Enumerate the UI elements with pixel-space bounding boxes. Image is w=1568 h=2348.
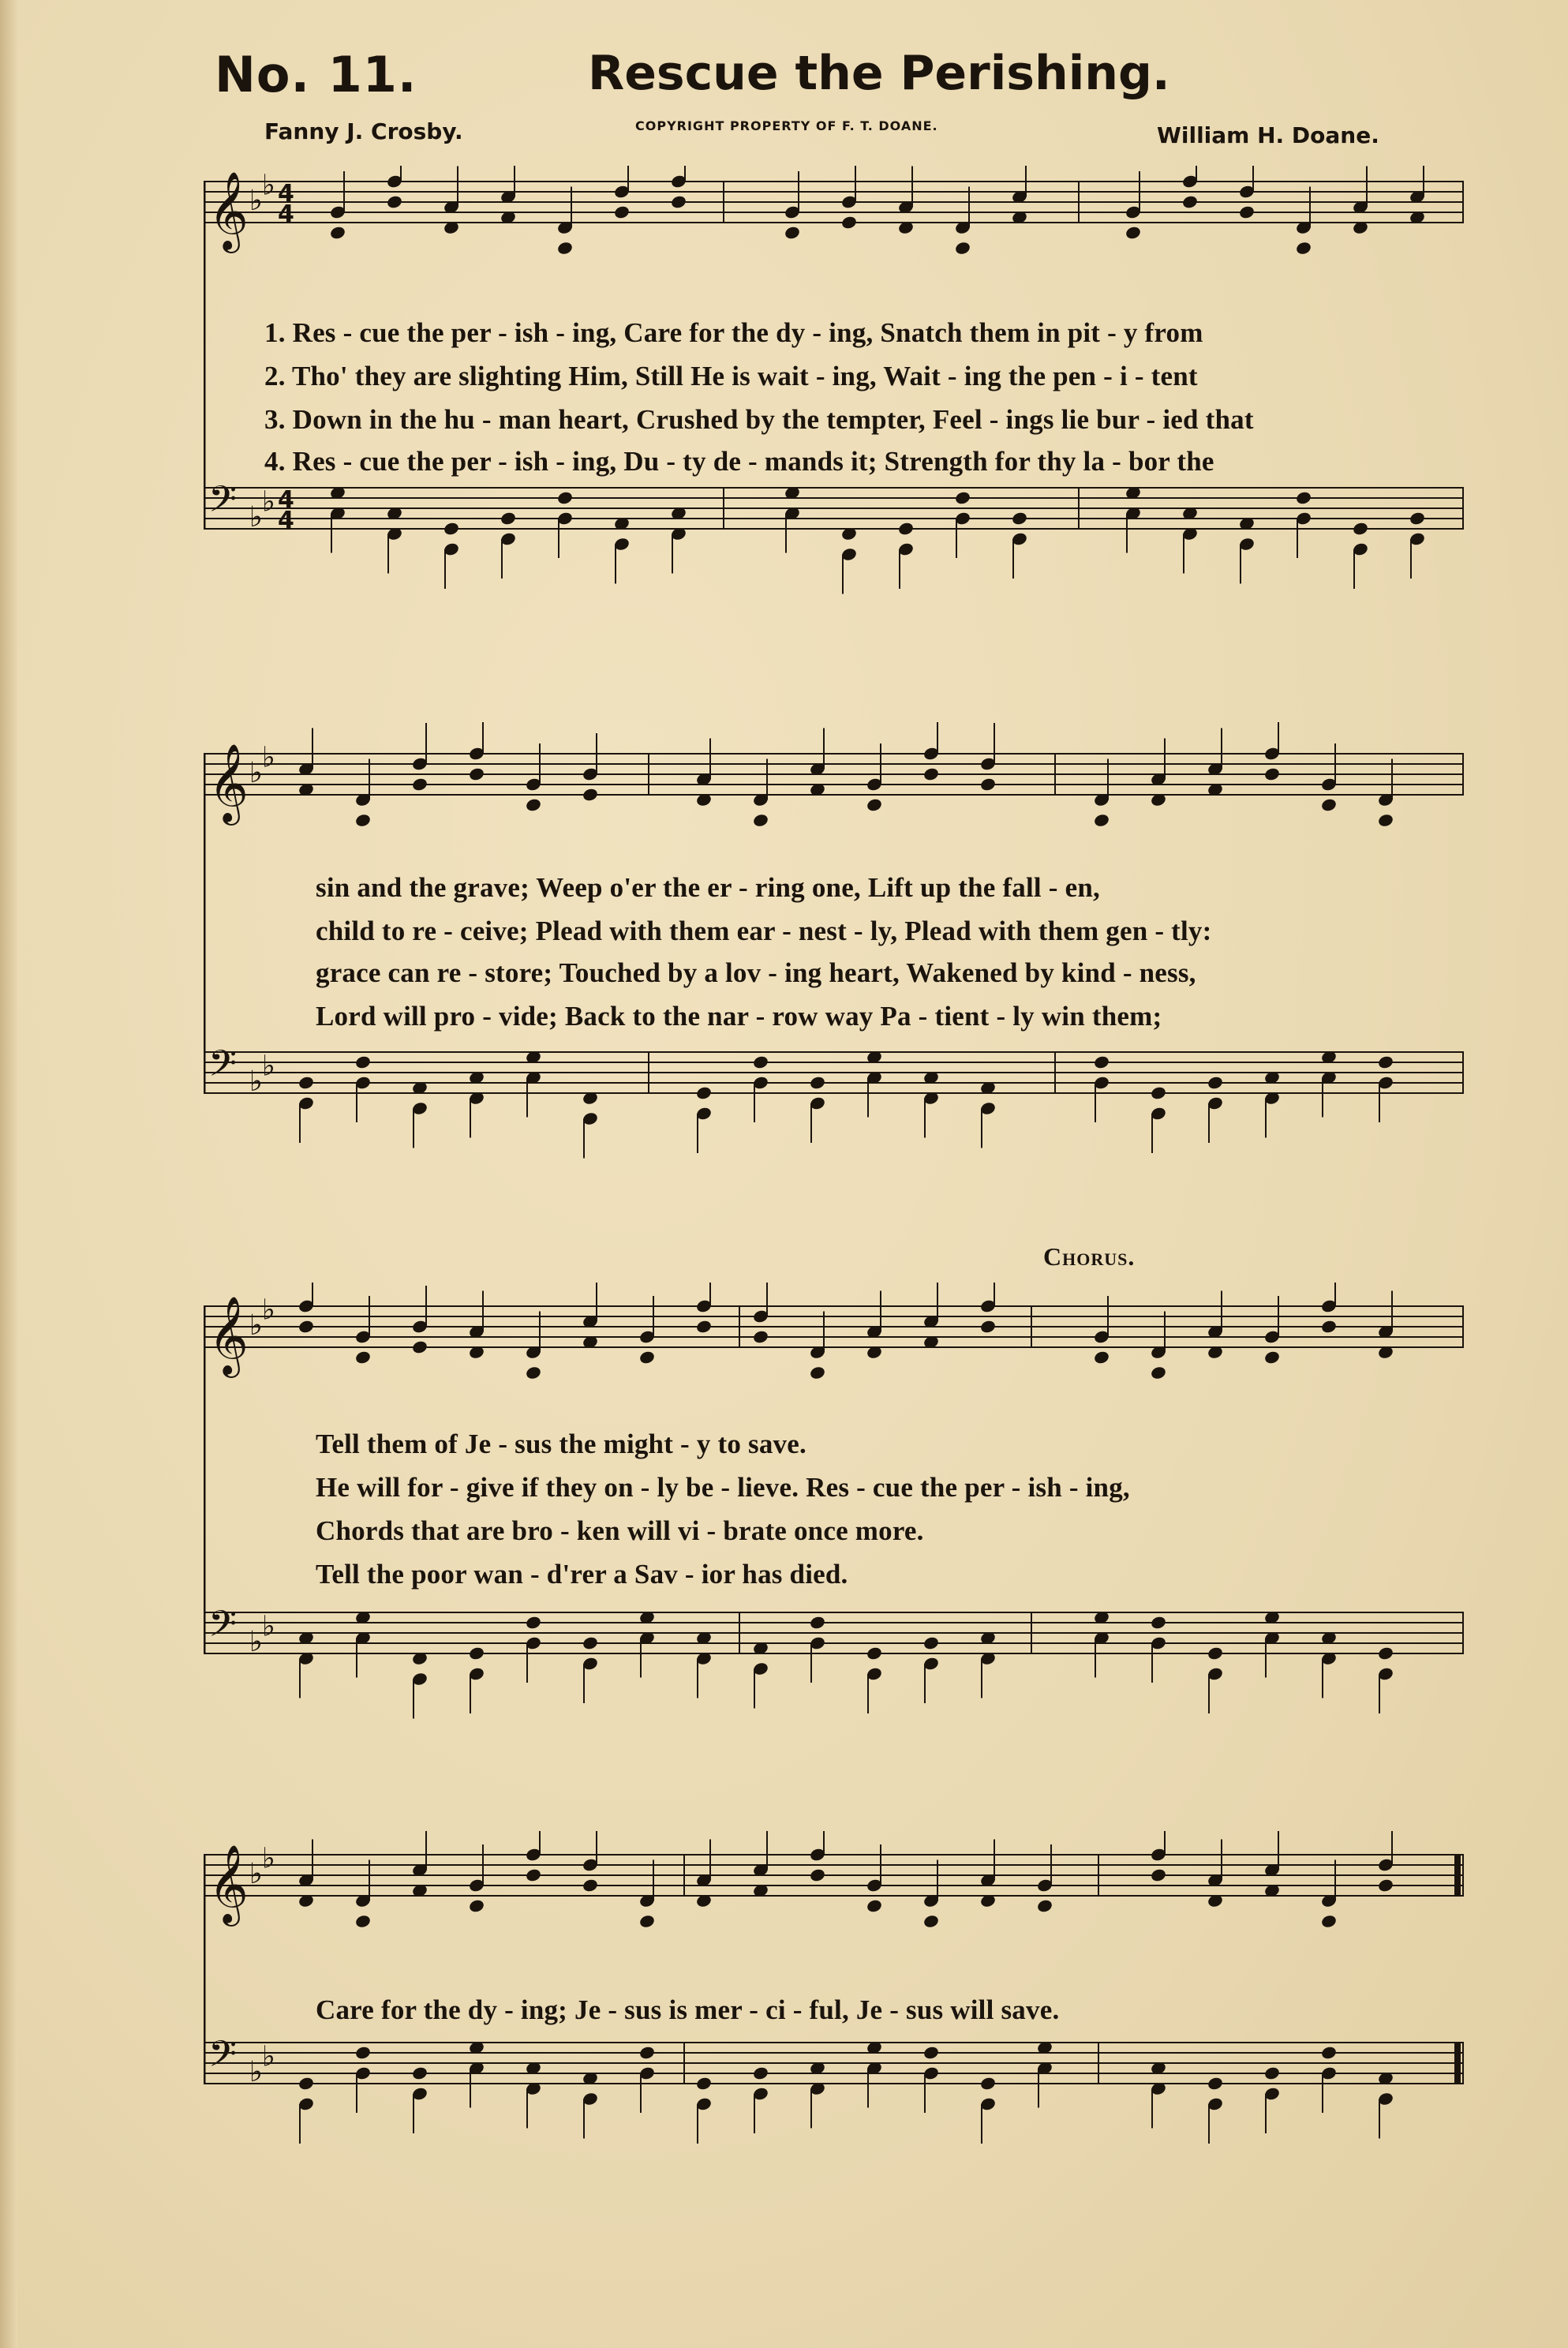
flat-icon: ♭ [249,1065,263,1098]
chorus-line-1: Tell them of Je - sus the might - y to save. [316,1429,806,1459]
treble-clef-icon: 𝄞 [208,1844,249,1923]
note-head [468,1646,485,1661]
note-head [468,766,485,781]
note-head [1263,2065,1281,2080]
note-head [695,1319,713,1334]
hymn-title: Rescue the Perishing. [588,46,1170,101]
note-head [809,1365,826,1380]
flat-icon: ♭ [249,2056,263,2088]
treble-clef-icon: 𝄞 [208,1296,249,1375]
note-head [784,225,801,240]
note-head [1150,1867,1167,1882]
flat-icon: ♭ [262,741,275,774]
flat-icon: ♭ [262,1294,275,1327]
note-head [354,2045,372,2060]
note-head [1295,241,1312,256]
flat-icon: ♭ [249,1626,263,1658]
note-head [809,1867,826,1882]
note-head [638,1914,656,1929]
note-head [670,194,687,209]
note-head [1409,511,1426,526]
note-head [1207,1646,1224,1661]
note-head [1263,766,1281,781]
note-head [1093,1054,1110,1069]
note-head [1320,1319,1338,1334]
time-signature-treble-top: 4 [278,180,294,208]
note-head [922,1635,940,1650]
note-head [1295,490,1312,505]
note-head [354,1350,372,1365]
note-head [695,2076,713,2091]
verse-3-line-2: grace can re - store; Touched by a lov - ing heart, Wakened by kind - ness, [316,957,1196,988]
music-system-3 [204,1283,1464,1740]
note-head [525,1867,542,1882]
note-head [525,1365,542,1380]
treble-clef-icon: 𝄞 [208,171,249,250]
flat-icon: ♭ [262,1842,275,1875]
note-head [1181,194,1199,209]
note-head [752,2065,769,2080]
note-head [752,1329,769,1344]
note-head [809,1615,826,1630]
flat-icon: ♭ [262,1610,275,1643]
note-head [582,1878,599,1893]
note-head [411,777,428,792]
note-head [1207,1075,1224,1090]
note-head [1320,797,1338,812]
verse-1-line-2: sin and the grave; Weep o'er the er - ring one, Lift up the fall - en, [316,872,1100,903]
bass-clef-icon: 𝄢 [208,1603,238,1654]
note-head [1207,2076,1224,2091]
note-head [354,1054,372,1069]
verse-1-line-1: 1. Res - cue the per - ish - ing, Care for the dy - ing, Snatch them in pit - y from [264,317,1203,348]
note-head [525,1615,542,1630]
note-head [979,1319,997,1334]
note-head [1150,1615,1167,1630]
note-head [954,490,971,505]
staff-notation-1 [204,166,1464,624]
note-head [386,194,403,209]
note-head [1320,1914,1338,1929]
note-head [922,766,940,781]
verse-4-line-2: Lord will pro - vide; Back to the nar - row way Pa - tient - ly win them; [316,1001,1162,1032]
staff-notation-2 [204,722,1464,1180]
flat-icon: ♭ [249,1858,263,1890]
chorus-line-4: Tell the poor wan - d'rer a Sav - ior has died. [316,1559,848,1590]
verse-3-line-1: 3. Down in the hu - man heart, Crushed by the tempter, Feel - ings lie bur - ied that [264,404,1254,435]
note-head [525,797,542,812]
note-head [443,521,460,536]
note-head [638,2045,656,2060]
note-head [1352,521,1369,536]
note-head [1377,1054,1394,1069]
note-head [298,2076,315,2091]
note-head [1377,1646,1394,1661]
note-head [866,1898,883,1913]
chorus-line-2: He will for - give if they on - ly be - lieve. Res - cue the per - ish - ing, [316,1472,1130,1503]
hymn-number: No. 11. [215,46,417,103]
note-head [695,1085,713,1100]
flat-icon: ♭ [262,2040,275,2073]
note-head [556,241,574,256]
note-head [1093,813,1110,828]
note-head [1036,1898,1053,1913]
note-head [354,813,372,828]
note-head [1093,1350,1110,1365]
composer: William H. Doane. [1157,122,1379,148]
note-head [1011,511,1028,526]
note-head [866,797,883,812]
note-head [468,1898,485,1913]
note-head [298,1075,315,1090]
music-system-1 [204,166,1464,624]
note-head [411,2065,428,2080]
note-head [840,215,858,230]
flat-icon: ♭ [262,485,275,519]
verse-2-line-2: child to re - ceive; Plead with them ear - nest - ly, Plead with them gen - tly: [316,916,1212,946]
bass-clef-icon: 𝄢 [208,478,238,530]
verse-2-line-1: 2. Tho' they are slighting Him, Still He is wait - ing, Wait - ing the pen - i - tent [264,361,1198,391]
chorus-label: Chorus. [1043,1242,1136,1271]
note-head [1238,204,1256,219]
flat-icon: ♭ [249,1309,263,1342]
note-head [897,521,915,536]
final-barline [1454,1855,1461,1896]
note-head [752,813,769,828]
time-signature-bass-top: 4 [278,486,294,514]
flat-icon: ♭ [262,169,275,202]
copyright-notice: COPYRIGHT PROPERTY OF F. T. DOANE. [635,118,938,133]
flat-icon: ♭ [249,185,263,217]
note-head [954,241,971,256]
note-head [1320,2045,1338,2060]
note-head [1377,813,1394,828]
note-head [922,1914,940,1929]
note-head [582,1635,599,1650]
flat-icon: ♭ [249,757,263,789]
time-signature-treble-bottom: 4 [278,200,294,228]
note-head [354,1914,372,1929]
note-head [979,777,997,792]
music-system-2 [204,722,1464,1180]
note-head [1377,1878,1394,1893]
note-head [752,1054,769,1069]
note-head [411,1339,428,1354]
final-barline [1454,2043,1461,2084]
chorus-line-5: Care for the dy - ing; Je - sus is mer - ci - ful, Je - sus will save. [316,1994,1060,2025]
flat-icon: ♭ [262,1050,275,1083]
note-head [922,2045,940,2060]
bass-clef-icon: 𝄢 [208,1043,238,1094]
chorus-line-3: Chords that are bro - ken will vi - brate once more. [316,1515,924,1546]
time-signature-bass-bottom: 4 [278,507,294,534]
note-head [298,1319,315,1334]
note-head [1150,1085,1167,1100]
note-head [1150,1365,1167,1380]
note-head [809,1075,826,1090]
note-head [556,490,574,505]
note-head [500,511,517,526]
staff-notation-3 [204,1283,1464,1740]
verse-4-line-1: 4. Res - cue the per - ish - ing, Du - ty de - mands it; Strength for thy la - bor the [264,446,1214,477]
note-head [1263,1350,1281,1365]
note-head [329,225,346,240]
note-head [979,2076,997,2091]
note-head [582,787,599,802]
flat-icon: ♭ [249,501,263,534]
note-head [1125,225,1142,240]
page-edge [0,0,17,2348]
treble-clef-icon: 𝄞 [208,743,249,822]
note-head [613,204,631,219]
note-head [866,1646,883,1661]
lyricist: Fanny J. Crosby. [264,118,463,144]
note-head [638,1350,656,1365]
bass-clef-icon: 𝄢 [208,2033,238,2084]
